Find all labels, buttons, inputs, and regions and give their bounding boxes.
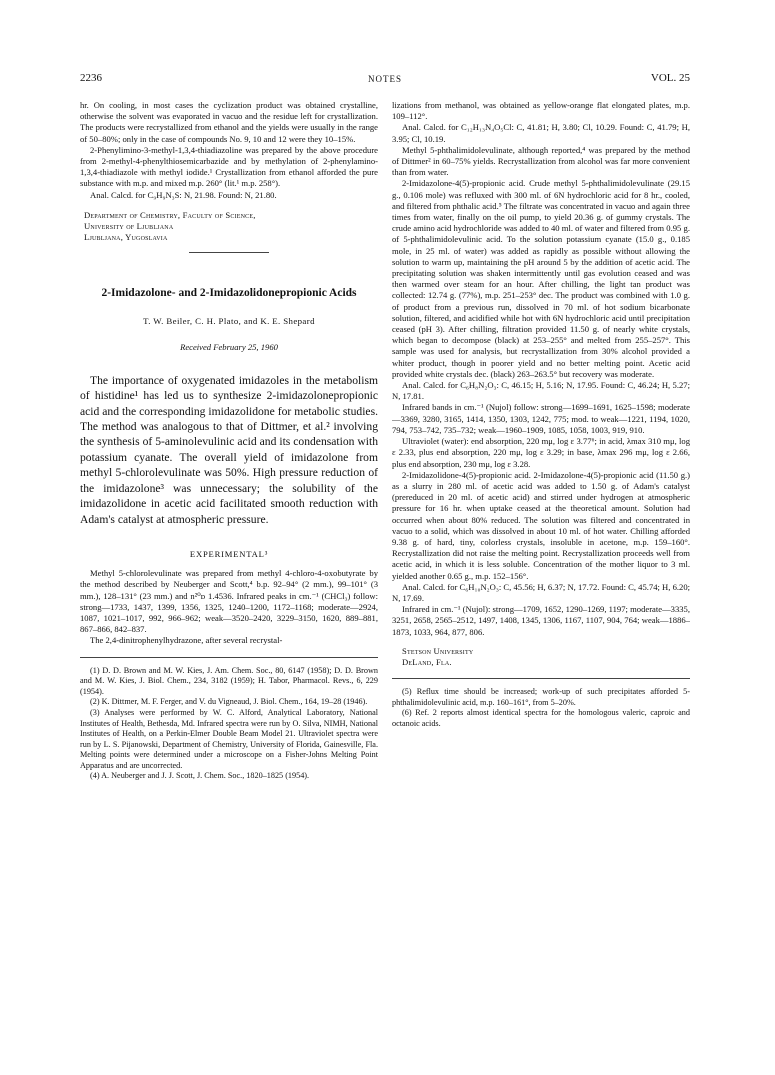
footnote: (1) D. D. Brown and M. W. Kies, J. Am. Chem. Soc., 80, 6147 (1958); D. D. Brown and M. W. Kies, J. Biol. Chem., 234, 3182 (1959); H. Tabor, Pharmacol. Revs., 6, 229 (1954). (80, 665, 378, 696)
footnote: (4) A. Neuberger and J. J. Scott, J. Chem. Soc., 1820–1825 (1954). (90, 771, 310, 781)
paragraph: hr. On cooling, in most cases the cyclization product was obtained crystalline, otherwise the solvent was evaporated in vacuo and the residue left for crystallization. The products were recrystallized from ethanol and the yields were usually in the range of 50–80%; only in the case of compounds No. 9, 10 and 12 were they 10–15%. (80, 100, 378, 144)
footnote: (2) K. Dittmer, M. F. Ferger, and V. du Vigneaud, J. Biol. Chem., 164, 19–28 (1946). (90, 697, 368, 707)
affiliation-line: Ljubljana, Yugoslavia (84, 232, 168, 243)
abstract-text: The importance of oxygenated imidazoles in the metabolism of histidine¹ has led us to synthesize 2-imidazolonepropionic acid and the corresponding imidazolidone for metabolic studies. The method was analogous to that of Dittmer, et al.² involving the synthesis of 5-aminolevulinic acid and its condensation with potassium cyanate. The overall yield of imidazolone from methyl 5-chlorolevulinate was 50%. High pressure reduction of the imidazolone³ was unnecessary; the solubility of the imidazolidone in acetic acid facilitated smooth reduction with Adam's catalyst at atmospheric pressure. (80, 373, 378, 526)
affiliation-line: Stetson University (402, 645, 474, 656)
experimental-heading: EXPERIMENTAL³ (189, 548, 269, 559)
paragraph: Infrared bands in cm.⁻¹ (Nujol) follow: strong—1699–1691, 1625–1598; moderate—3369, 3280, 3165, 1414, 1350, 1303, 1242, 775; mod. to weak—1221, 1194, 1020, 794, 753–742, 735–732; weak—1960–1909, 1085, 1058, 1003, 919, 910. (392, 402, 690, 435)
analysis-line: Anal. Calcd. for C₉H₉N₃S: N, 21.98. Found: N, 21.80. (90, 189, 277, 200)
paragraph: Methyl 5-phthalimidolevulinate, although reported,⁴ was prepared by the method of Dittmer² in 60–75% yields. Recrystallization from alcohol was far more convenient than from water. (392, 144, 690, 178)
page-header (80, 72, 690, 88)
article-title: 2-Imidazolone- and 2-Imidazolidonepropionic Acids (101, 287, 357, 300)
paragraph: 2-Imidazolone-4(5)-propionic acid. Crude methyl 5-phthalimidolevulinate (29.15 g., 0.106 mole) was refluxed with 300 ml. of 6N hydrochloric acid for 8 hr., cooled, and filtered from phthalic acid.⁵ The filtrate was concentrated in vacuo and again three times from water, finally on the oil pump, to yield 20.36 g. of gummy crystals. The crude amino acid hydrochloride was added to 40 ml. of water and filtered from 0.95 g. of 5-phthalimidolevulinic acid. To the solution potassium cyanate (15.0 g., 0.185 mole, in 25 ml. of water) was added as rapidly as possible without allowing the solution to warm up, maintaining the pH around 5 by the addition of acetic acid. The precipitating solution was shaken intermittently until gas evolution ceased and was then warmed over steam for an hour. After chilling, the light tan product was collected: 12.74 g. (77%), m.p. 251–253° dec. The product was combined with 1.0 g. of product from a previous run, dissolved in 70 ml. of hot sodium bicarbonate solution, filtered, and acidified while hot with 6N hydrochloric acid until precipitation ceased (pH 3). After chilling, filtration provided 11.50 g. of nearly white crystals, which began to decompose (black) at 253–255° and melted from 255–257°. This sample was used for analysis, but recrystallization from 30% alcohol provided a whiter product, though in poorer yield and no better melting point. Acetic acid provided white crystals dec. (black) 263–263.5° but recovery was moderate. (392, 178, 690, 379)
analysis-line: Anal. Calcd. for C₆H₈N₂O₃: C, 46.15; H, 5.16; N, 17.95. Found: C, 46.24; H, 5.27; N, 17.81. (392, 380, 690, 402)
volume-label: VOL. 25 (650, 72, 690, 84)
paragraph: Ultraviolet (water): end absorption, 220 mμ, log ε 3.77⁶; in acid, λmax 310 mμ, log ε 2.33, plus end absorption, 220 mμ, log ε 3.29; in base, λmax 296 mμ, log ε 2.66, plus end absorption, 230 mμ, log ε 3.28. (392, 436, 690, 469)
footnote: (6) Ref. 2 reports almost identical spectra for the homologous valeric, caproic and octanoic acids. (392, 708, 690, 728)
footnote: (5) Reflux time should be increased; work-up of such precipitates afforded 5-phthalimidolevulinic acid, m.p. 160–161°, from 5–20%. (392, 687, 690, 707)
analysis-line: Anal. Calcd. for C₁₂H₁₃N₄O₅Cl: C, 41.81; H, 3.80; Cl, 10.29. Found: C, 41.79; H, 3.95; Cl, 10.19. (392, 122, 690, 144)
paragraph: The 2,4-dinitrophenylhydrazone, after several recrystal- (90, 635, 283, 646)
page-number: 2236 (80, 72, 102, 84)
right-column (392, 100, 690, 1045)
footnote: (3) Analyses were performed by W. C. Alford, Analytical Laboratory, National Institutes of Health, Bethesda, Md. Infrared spectra were run by O. Silva, NIMH, National Institutes of Health, on a Perkin-Elmer Double Beam Model 21. Ultraviolet spectra were run by L. S. Pijanowski, Department of Chemistry, University of Florida, Gainesville, Fla. Melting points were determined under a microscope on a Fisher-Johns Melting Point Apparatus and are uncorrected. (80, 707, 378, 770)
article-authors: T. W. Beiler, C. H. Plato, and K. E. Shepard (143, 316, 315, 327)
paragraph: 2-Imidazolidone-4(5)-propionic acid. 2-Imidazolone-4(5)-propionic acid (11.50 g.) as a slurry in 280 ml. of acetic acid was added to 1.50 g. of Adam's catalyst (prereduced in 20 ml. of acetic acid) and stirred under hydrogen at atmospheric pressure for 16 hr. when uptake ceased at the theoretical amount. Solution had occurred when about 80% reduced. The solution was filtered and concentrated in vacuo to a solid, which was dissolved in about 10 ml. of hot water. Chilling afforded 9.38 g. of hard, tiny, colorless crystals, insoluble in acetone, m.p. 159–160°. Recrystallization did not raise the melting point. Recrystallization proceeds well from acetic acid, in which it is less soluble. Concentration of the mother liquor to 3 ml. yielded another 0.65 g., m.p. 152–156°. (392, 469, 690, 581)
paragraph: Methyl 5-chlorolevulinate was prepared from methyl 4-chloro-4-oxobutyrate by the method described by Neuberger and Scott,⁴ b.p. 92–94° (2 mm.), 99–101° (3 mm.), 128–131° (23 mm.) and n²⁰ᴅ 1.4536. Infrared peaks in cm.⁻¹ (CHCl₃) follow: strong—1733, 1437, 1399, 1356, 1325, 1240–1200, 1172–1168; moderate—2924, 1087, 1021–1017, 992, 966–962; weak—3520–2420, 3229–3150, 1620, 889–881, 867–866, 842–837. (80, 568, 378, 635)
affiliation-line: University of Ljubljana (84, 221, 174, 232)
paragraph: lizations from methanol, was obtained as yellow-orange flat elongated plates, m.p. 109–112°. (392, 100, 690, 122)
paragraph: 2-Phenylimino-3-methyl-1,3,4-thiadiazoline was prepared by the above procedure from 2-methyl-4-phenylthiosemicarbazide and by methylation of 2-phenylamino-1,3,4-thiadiazole with methyl iodide.¹ Crystallization from ethanol afforded the pure substance with m.p. and mixed m.p. 260° (lit.¹ m.p. 258°). (80, 144, 378, 189)
left-column (80, 100, 378, 1045)
running-head: NOTES (368, 74, 402, 84)
affiliation-line: DeLand, Fla. (402, 656, 452, 667)
affiliation-line: Department of Chemistry, Faculty of Science, (84, 209, 256, 220)
received-date: Received February 25, 1960 (180, 341, 278, 352)
paragraph: Infrared in cm.⁻¹ (Nujol): strong—1709, 1652, 1290–1269, 1197; moderate—3335, 3251, 2658, 2565–2512, 1497, 1408, 1345, 1306, 1167, 1107, 904, 764; weak—1886–1873, 1033, 964, 877, 806. (392, 604, 690, 637)
analysis-line: Anal. Calcd. for C₆H₁₀N₂O₃: C, 45.56; H, 6.37; N, 17.72. Found: C, 45.74; H, 6.20; N, 17.69. (392, 581, 690, 603)
